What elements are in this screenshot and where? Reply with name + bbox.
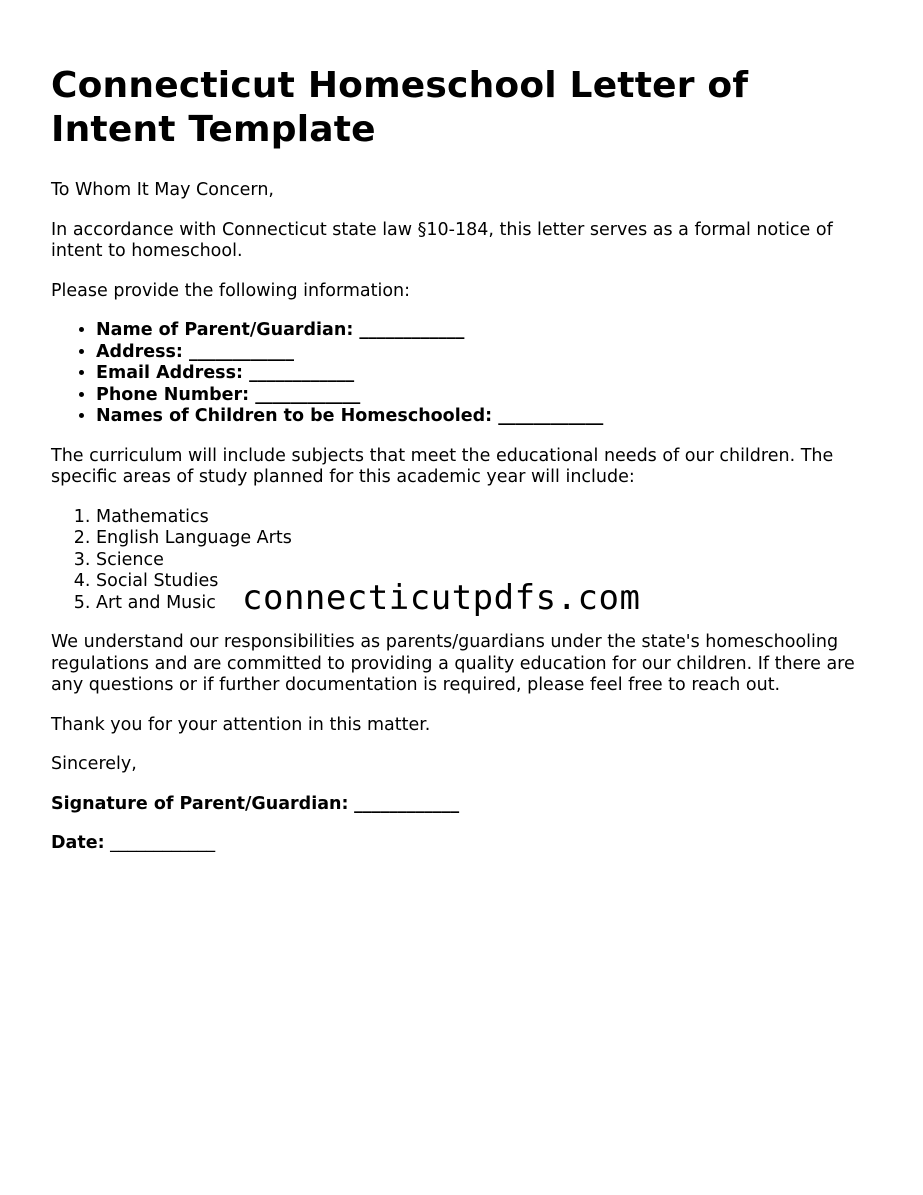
date-blank: ____________ (110, 833, 216, 853)
responsibilities-paragraph: We understand our responsibilities as parents/guardians under the state's homeschooling regulations and are committed to providing a quality education for our children. If there are any questions or if further documentation is required, please feel free to reach out. (51, 632, 855, 695)
subject-item: 1. Mathematics (96, 507, 871, 529)
salutation: To Whom It May Concern, (51, 180, 274, 200)
page-title: Connecticut Homeschool Letter of Intent Template (51, 65, 749, 150)
letter-document (51, 64, 871, 873)
subject-item: 5. Art and Music (96, 593, 871, 615)
signature-blank: ____________ (354, 793, 460, 814)
date-line (51, 833, 871, 855)
info-prompt: Please provide the following information: (51, 280, 411, 301)
info-field-children-names: • Names of Children to be Homeschooled: ____________ (96, 406, 871, 428)
info-field-list (51, 320, 871, 428)
subject-item: 4. Social Studies (96, 571, 871, 593)
date-label: Date: (51, 833, 105, 853)
info-field-email: • Email Address: ____________ (96, 363, 871, 385)
watermark: connecticutpdfs.com (242, 578, 641, 618)
signature-line (51, 794, 871, 816)
subject-item: 3. Science (96, 550, 871, 572)
subject-item: 2. English Language Arts (96, 528, 871, 550)
closing-line: Sincerely, (51, 754, 137, 774)
curriculum-intro: The curriculum will include subjects that meet the educational needs of our children. The specific areas of study planned for this academic year will include: (51, 445, 834, 487)
thanks-line: Thank you for your attention in this matter. (51, 714, 431, 735)
info-field-address: • Address: ____________ (96, 342, 871, 364)
info-field-parent-name: • Name of Parent/Guardian: ____________ (96, 320, 871, 342)
signature-label: Signature of Parent/Guardian: (51, 793, 349, 814)
intro-paragraph: In accordance with Connecticut state law §10-184, this letter serves as a formal notice of intent to homeschool. (51, 219, 833, 261)
info-field-phone: • Phone Number: ____________ (96, 385, 871, 407)
